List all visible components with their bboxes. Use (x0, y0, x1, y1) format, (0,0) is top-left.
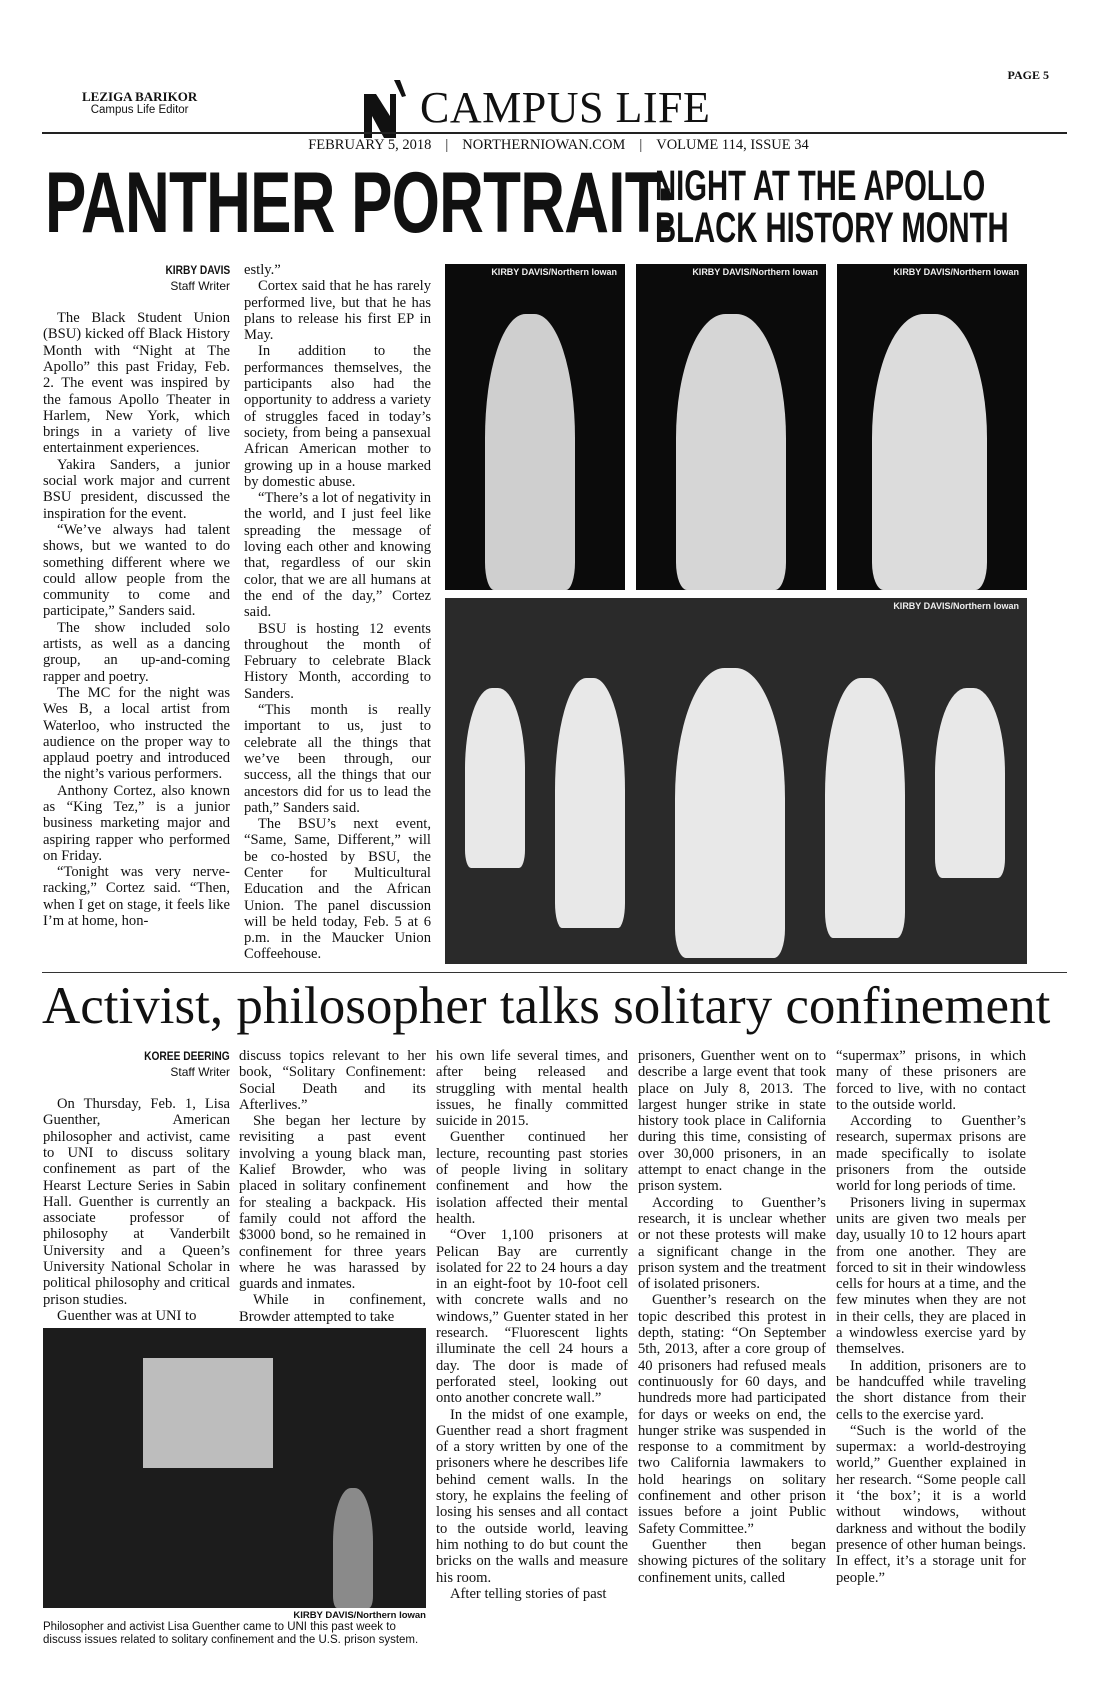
author-role: Staff Writer (170, 279, 230, 294)
section-title: CAMPUS LIFE (420, 83, 711, 132)
photo-credit: KIRBY DAVIS/Northern Iowan (293, 1610, 426, 1621)
paragraph: The show included solo artists, as well as a dancing group, an up-and-coming rapper and poetry. (43, 619, 230, 685)
dance-group-photo (445, 598, 1027, 964)
paragraph: In addition, prisoners are to be handcuffed while traveling the short distance from their cells to the exercise yard. (836, 1357, 1026, 1423)
paragraph: BSU is hosting 12 events throughout the month of February to celebrate Black History Month, according to Sanders. (244, 620, 431, 702)
paragraph: According to Guenther’s research, supermax prisons are made specifically to isolate prisoners from the outside world for long periods of time. (836, 1113, 1026, 1195)
performer-figure (485, 314, 575, 590)
paragraph: Guenther continued her lecture, recounting past stories of people living in solitary confinement and how the isolation affected their mental health. (436, 1129, 628, 1227)
paragraph: After telling stories of past (450, 1585, 607, 1602)
story1-subheadline (655, 162, 1009, 253)
paragraph: “We’ve always had talent shows, but we wanted to do something different where we could allow people from the community to come and participate,” Sanders said. (43, 521, 230, 620)
performer-photo-1 (445, 264, 625, 590)
performer-photo-2 (636, 264, 826, 590)
story2-column-2 (239, 1048, 426, 1325)
story-divider (42, 972, 1067, 973)
paragraph: estly.” (244, 262, 281, 278)
story1-column-1 (43, 262, 230, 929)
performer-figure (676, 314, 786, 590)
paragraph: Cortex said that he has rarely performed live, but that he has plans to release his first EP in May. (244, 278, 431, 344)
dancer-figure (935, 688, 1005, 878)
paragraph: discuss topics relevant to her book, “Solitary Confinement: Social Death and its Afterlives.” (239, 1048, 426, 1113)
lecture-photo (43, 1328, 426, 1608)
story2-column-1 (43, 1048, 230, 1324)
story2-column-4 (638, 1048, 826, 1586)
paragraph: “This month is really important to us, just to celebrate all the things that we’ve been through, our success, all the things that our ancestors did for us to lead the path,” Sanders said. (244, 702, 431, 816)
paragraph: Guenther was at UNI to (57, 1307, 197, 1324)
paragraph: “Tonight was very nerve-racking,” Cortez said. “Then, when I get on stage, it feels like I’m at home, hon- (43, 864, 230, 930)
subheadline-line-2: BLACK HISTORY MONTH (655, 204, 1009, 253)
header-rule (42, 132, 1067, 134)
photo-credit: KIRBY DAVIS/Northern Iowan (692, 267, 818, 277)
story2-column-3 (436, 1048, 628, 1602)
northern-iowan-logo-icon (362, 80, 412, 138)
projector-screen (143, 1358, 273, 1468)
paragraph: On Thursday, Feb. 1, Lisa Guenther, American philosopher and activist, came to UNI to discuss solitary confinement as part of the Hearst Lecture Series in Sabin Hall. Guenther is currently an associate professor of philosophy at Vanderbilt University and a Queen’s University National Scholar in political philosophy and critical prison studies. (43, 1096, 230, 1308)
paragraph: While in confinement, Browder attempted to take (239, 1292, 426, 1325)
paragraph: According to Guenther’s research, it is unclear whether or not these protests will make a significant change in the prison system and the treatment of isolated prisoners. (638, 1194, 826, 1293)
paragraph: “Over 1,100 prisoners at Pelican Bay are currently isolated for 22 to 24 hours a day in an eight-foot by 10-foot cell with concrete walls and no windows,” Guenter stated in her research. “Fluorescent lights illuminate the cell 24 hours a day. The door is made of perforated steel, looking out onto another concrete wall.” (436, 1227, 628, 1407)
subheadline-line-1: NIGHT AT THE APOLLO (655, 162, 986, 210)
performer-photo-3 (837, 264, 1027, 590)
paragraph: In the midst of one example, Guenther read a short fragment of a story written by one of the prisoners where he describes life behind cement walls. In the story, he explains the feeling of losing his senses and all contact to the outside world, leaving him nothing to do but count the bricks on the walls and measure his room. (436, 1406, 628, 1586)
paragraph: his own life several times, and after being released and struggling with mental health issues, he finally committed suicide in 2015. (436, 1048, 628, 1130)
byline (43, 262, 230, 294)
section-editor (82, 90, 197, 116)
paragraph: “There’s a lot of negativity in the world, and I just feel like spreading the message of loving each other and knowing that, regardless of our skin color, that we are all humans at the end of the day,” Cortez said. (244, 490, 431, 621)
editor-role: Campus Life Editor (90, 103, 189, 116)
paragraph: “supermax” prisons, in which many of these prisoners are forced to live, with no contact to the outside world. (836, 1048, 1026, 1113)
page-number: PAGE 5 (1007, 68, 1049, 82)
paragraph: Prisoners living in supermax units are given two meals per day, usually 10 to 12 hours apart from one another. They are forced to sit in their windowless cells for hours at a time, and the few minutes when they are not in their cells, they are placed in a windowless exercise yard by themselves. (836, 1194, 1026, 1358)
photo-credit: KIRBY DAVIS/Northern Iowan (491, 267, 617, 277)
performer-figure (872, 314, 987, 590)
editor-name: LEZIGA BARIKOR (82, 89, 198, 104)
photo-credit: KIRBY DAVIS/Northern Iowan (893, 267, 1019, 277)
volume-issue: VOLUME 114, ISSUE 34 (656, 137, 809, 153)
byline (43, 1048, 230, 1080)
story2-column-5 (836, 1048, 1026, 1586)
author-name: KOREE DEERING (144, 1049, 230, 1063)
paragraph: “Such is the world of the supermax: a world-destroying world,” Guenther explained in her research. “Some people call it ‘the box’; it is a world without windows, without darkness and without the bodily presence of other human beings. In effect, it’s a storage unit for people.” (836, 1422, 1026, 1586)
story1-column-2 (244, 262, 431, 963)
paragraph: The BSU’s next event, “Same, Same, Different,” will be co-hosted by BSU, the Center for Multicultural Education and the African Union. The panel discussion will be held today, Feb. 5 at 6 p.m. in the Maucker Union Coffeehouse. (244, 816, 431, 963)
paragraph: She began her lecture by revisiting a past event involving a young black man, Kalief Browder, who was placed in solitary confinement for stealing a backpack. His family could not afford the $3000 bond, so he remained in confinement for three years where he was harassed by guards and inmates. (239, 1113, 426, 1293)
paragraph: In addition to the performances themselves, the participants also had the opportunity to address a variety of struggles faced in today’s society, from being a pansexual African American mother to growing up in a house marked by domestic abuse. (244, 343, 431, 490)
photo-caption-block (43, 1610, 426, 1647)
paragraph: Guenther’s research on the topic described this protest in depth, stating: “On September 5th, 2013, after a core group of 40 prisoners had refused meals continuously for 60 days, and hundreds more had participated for days or weeks on end, the hunger strike was suspended in response to a commitment by two California lawmakers to hold hearings on solitary confinement and other prison issues before a joint Public Safety Committee.” (638, 1292, 826, 1537)
author-role: Staff Writer (170, 1065, 230, 1080)
dancer-figure (555, 678, 625, 928)
author-name: KIRBY DAVIS (165, 263, 230, 277)
paragraph: The MC for the night was Wes B, a local artist from Waterloo, who instructed the audience on the proper way to applaud poetry and introduced the night’s various performers. (43, 684, 230, 783)
website-link[interactable]: NORTHERNIOWAN.COM (462, 137, 626, 153)
dancer-figure (465, 688, 525, 868)
photo-credit: KIRBY DAVIS/Northern Iowan (893, 601, 1019, 611)
paragraph: prisoners, Guenther went on to describe a large event that took place on July 8, 2013. The largest hunger strike in state history took place in California during this time, consisting of over 30,000 prisoners, in an attempt to enact change in the prison system. (638, 1048, 826, 1195)
paragraph: The Black Student Union (BSU) kicked off Black History Month with “Night at The Apollo” this past Friday, Feb. 2. The event was inspired by the famous Apollo Theater in Harlem, New York, which brings in a variety of live entertainment experiences. (43, 310, 230, 457)
photo-caption: Philosopher and activist Lisa Guenther came to UNI this past week to discuss issues related to solitary confinement and the U.S. prison system. (43, 1621, 419, 1646)
paragraph: Yakira Sanders, a junior social work major and current BSU president, discussed the inspiration for the event. (43, 456, 230, 522)
issue-date: FEBRUARY 5, 2018 (308, 137, 432, 153)
dancer-figure (675, 668, 785, 958)
dancer-figure (825, 678, 905, 938)
story2-headline: Activist, philosopher talks solitary confinement (42, 977, 1051, 1035)
paragraph: Anthony Cortez, also known as “King Tez,” is a junior business marketing major and aspiring rapper who performed on Friday. (43, 782, 230, 864)
story1-headline: PANTHER PORTRAIT: (45, 155, 675, 251)
speaker-figure (333, 1488, 373, 1608)
paragraph: Guenther then began showing pictures of the solitary confinement units, called (638, 1536, 826, 1586)
dateline: FEBRUARY 5, 2018 | NORTHERNIOWAN.COM | VOLUME 114, ISSUE 34 (308, 137, 809, 153)
